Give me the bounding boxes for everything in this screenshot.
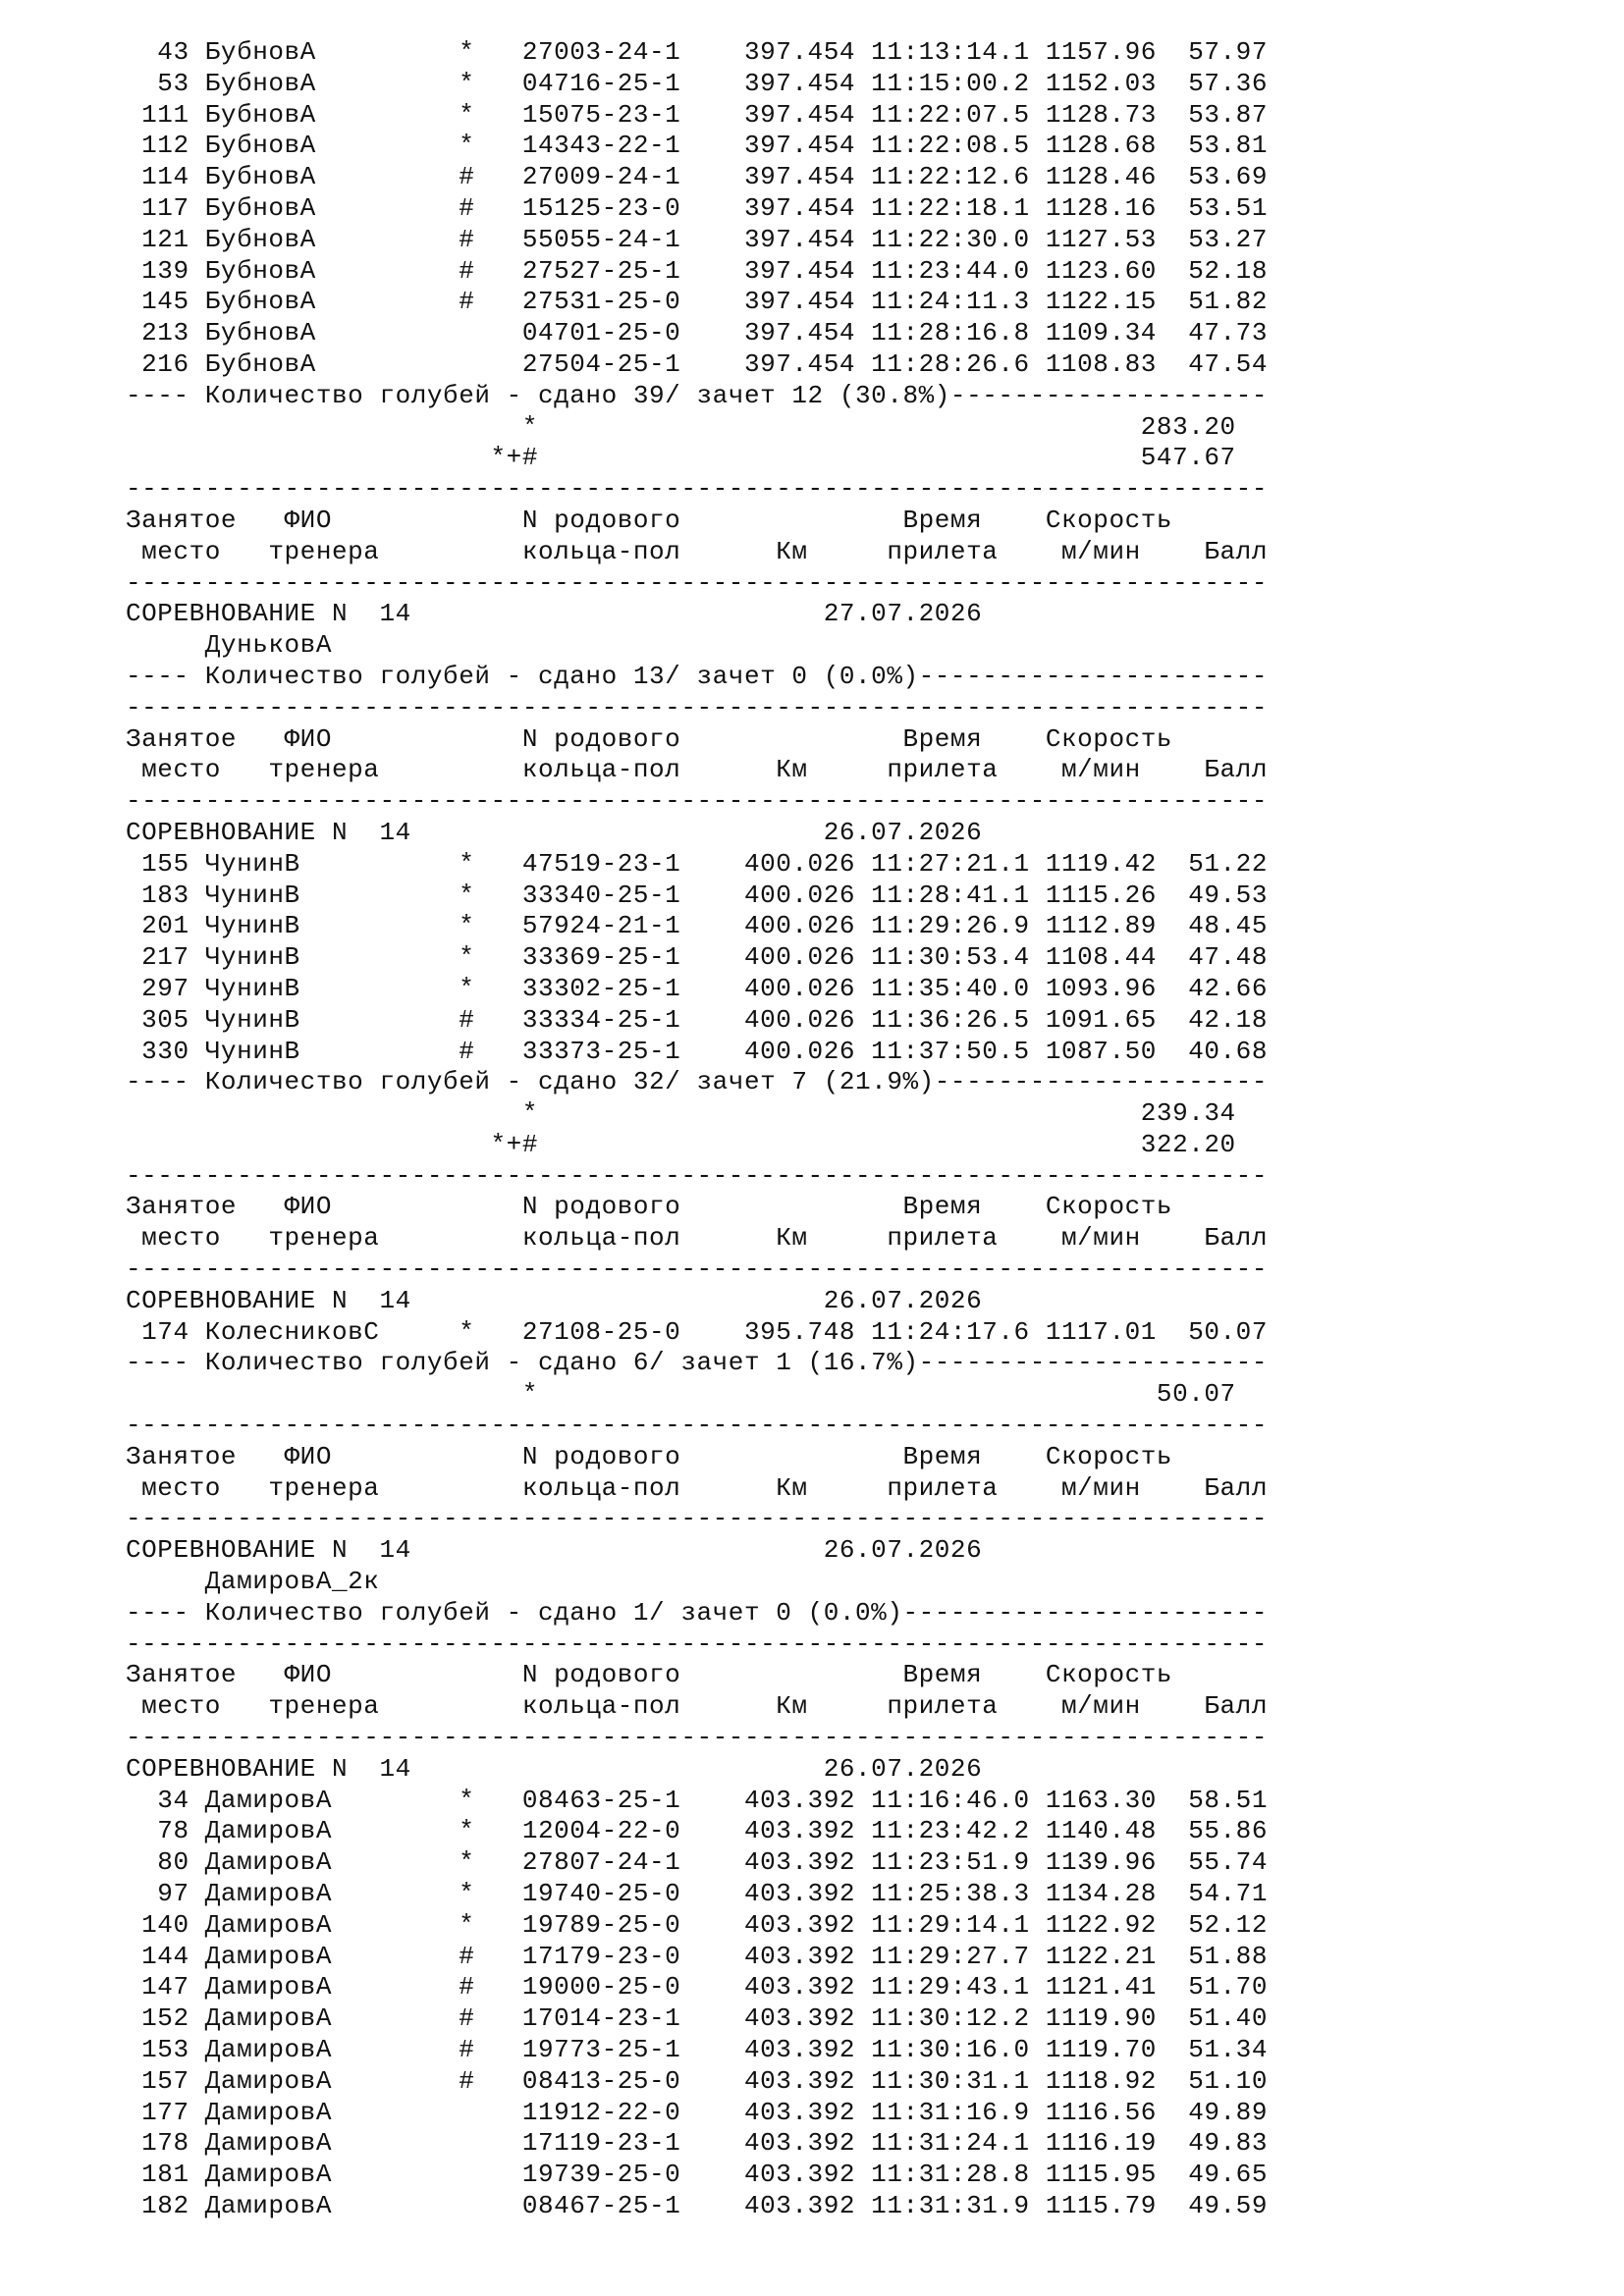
divider-line: ------------------------------------------------------------------------	[126, 1411, 1268, 1441]
result-row: 174 КолесниковС * 27108-25-0 395.748 11:24:17.6 1117.01 50.07	[126, 1316, 1268, 1347]
competition-header: СОРЕВНОВАНИЕ N 14 26.07.2026	[126, 1535, 983, 1566]
trainer-name: ДамировА_2к	[126, 1567, 380, 1597]
result-row: 112 БубновА * 14343-22-1 397.454 11:22:08.5 1128.68 53.81	[126, 131, 1268, 161]
column-header-row-1: Занятое ФИО N родового Время Скорость	[126, 1660, 1173, 1690]
competition-header: СОРЕВНОВАНИЕ N 14 27.07.2026	[126, 599, 983, 629]
competition-header: СОРЕВНОВАНИЕ N 14 26.07.2026	[126, 817, 983, 847]
result-row: 78 ДамировА * 12004-22-0 403.392 11:23:42.2 1140.48 55.86	[126, 1816, 1268, 1846]
result-row: 121 БубновА # 55055-24-1 397.454 11:22:30.0 1127.53 53.27	[126, 224, 1268, 254]
points-total: *+# 547.67	[126, 443, 1236, 473]
divider-line: ------------------------------------------------------------------------	[126, 1160, 1268, 1191]
divider-line: ------------------------------------------------------------------------	[126, 567, 1268, 598]
pigeon-count-summary: ---- Количество голубей - сдано 39/ зачет 12 (30.8%)--------------------	[126, 380, 1268, 410]
column-header-row-2: место тренера кольца-пол Км прилета м/мин Балл	[126, 1223, 1268, 1254]
column-header-row-2: место тренера кольца-пол Км прилета м/мин Балл	[126, 755, 1268, 785]
result-row: 80 ДамировА * 27807-24-1 403.392 11:23:51.9 1139.96 55.74	[126, 1847, 1268, 1878]
divider-line: ------------------------------------------------------------------------	[126, 786, 1268, 817]
points-total: * 50.07	[126, 1379, 1236, 1410]
result-row: 305 ЧунинВ # 33334-25-1 400.026 11:36:26.5 1091.65 42.18	[126, 1004, 1268, 1035]
result-row: 181 ДамировА 19739-25-0 403.392 11:31:28.8 1115.95 49.65	[126, 2160, 1268, 2190]
divider-line: ------------------------------------------------------------------------	[126, 474, 1268, 505]
competition-header: СОРЕВНОВАНИЕ N 14 26.07.2026	[126, 1753, 983, 1784]
pigeon-count-summary: ---- Количество голубей - сдано 6/ зачет 1 (16.7%)----------------------	[126, 1348, 1268, 1378]
result-row: 117 БубновА # 15125-23-0 397.454 11:22:18.1 1128.16 53.51	[126, 192, 1268, 223]
result-row: 145 БубновА # 27531-25-0 397.454 11:24:11.3 1122.15 51.82	[126, 287, 1268, 317]
divider-line: ------------------------------------------------------------------------	[126, 1504, 1268, 1534]
result-row: 114 БубновА # 27009-24-1 397.454 11:22:12.6 1128.46 53.69	[126, 162, 1268, 192]
result-row: 97 ДамировА * 19740-25-0 403.392 11:25:38.3 1134.28 54.71	[126, 1879, 1268, 1909]
divider-line: ------------------------------------------------------------------------	[126, 1629, 1268, 1659]
result-row: 201 ЧунинВ * 57924-21-1 400.026 11:29:26.9 1112.89 48.45	[126, 911, 1268, 941]
pigeon-count-summary: ---- Количество голубей - сдано 13/ зачет 0 (0.0%)----------------------	[126, 661, 1268, 691]
column-header-row-2: место тренера кольца-пол Км прилета м/мин Балл	[126, 1472, 1268, 1503]
result-row: 178 ДамировА 17119-23-1 403.392 11:31:24.1 1116.19 49.83	[126, 2128, 1268, 2159]
pigeon-count-summary: ---- Количество голубей - сдано 1/ зачет 0 (0.0%)-----------------------	[126, 1597, 1268, 1628]
result-row: 34 ДамировА * 08463-25-1 403.392 11:16:46.0 1163.30 58.51	[126, 1785, 1268, 1815]
result-row: 140 ДамировА * 19789-25-0 403.392 11:29:14.1 1122.92 52.12	[126, 1909, 1268, 1940]
column-header-row-1: Занятое ФИО N родового Время Скорость	[126, 1441, 1173, 1471]
result-row: 53 БубновА * 04716-25-1 397.454 11:15:00.2 1152.03 57.36	[126, 68, 1268, 98]
result-row: 157 ДамировА # 08413-25-0 403.392 11:30:31.1 1118.92 51.10	[126, 2065, 1268, 2096]
result-row: 155 ЧунинВ * 47519-23-1 400.026 11:27:21.1 1119.42 51.22	[126, 848, 1268, 879]
result-row: 43 БубновА * 27003-24-1 397.454 11:13:14.1 1157.96 57.97	[126, 37, 1268, 67]
divider-line: ------------------------------------------------------------------------	[126, 1255, 1268, 1285]
result-row: 217 ЧунинВ * 33369-25-1 400.026 11:30:53.4 1108.44 47.48	[126, 942, 1268, 973]
result-row: 213 БубновА 04701-25-0 397.454 11:28:16.8 1109.34 47.73	[126, 318, 1268, 348]
result-row: 144 ДамировА # 17179-23-0 403.392 11:29:27.7 1122.21 51.88	[126, 1941, 1268, 1971]
trainer-name: ДуньковА	[126, 630, 332, 661]
pigeon-count-summary: ---- Количество голубей - сдано 32/ зачет 7 (21.9%)---------------------	[126, 1067, 1268, 1097]
points-total: * 283.20	[126, 411, 1236, 442]
result-row: 183 ЧунинВ * 33340-25-1 400.026 11:28:41.1 1115.26 49.53	[126, 880, 1268, 910]
result-row: 153 ДамировА # 19773-25-1 403.392 11:30:16.0 1119.70 51.34	[126, 2035, 1268, 2064]
competition-header: СОРЕВНОВАНИЕ N 14 26.07.2026	[126, 1285, 983, 1315]
result-row: 216 БубновА 27504-25-1 397.454 11:28:26.6 1108.83 47.54	[126, 348, 1268, 379]
column-header-row-1: Занятое ФИО N родового Время Скорость	[126, 1192, 1173, 1222]
column-header-row-2: место тренера кольца-пол Км прилета м/мин Балл	[126, 1691, 1268, 1722]
result-row: 330 ЧунинВ # 33373-25-1 400.026 11:37:50.5 1087.50 40.68	[126, 1036, 1268, 1066]
points-total: *+# 322.20	[126, 1129, 1236, 1159]
result-row: 147 ДамировА # 19000-25-0 403.392 11:29:43.1 1121.41 51.70	[126, 1972, 1268, 2002]
divider-line: ------------------------------------------------------------------------	[126, 1723, 1268, 1753]
results-report	[126, 37, 1268, 2222]
result-row: 139 БубновА # 27527-25-1 397.454 11:23:44.0 1123.60 52.18	[126, 255, 1268, 286]
result-row: 111 БубновА * 15075-23-1 397.454 11:22:07.5 1128.73 53.87	[126, 99, 1268, 130]
result-row: 182 ДамировА 08467-25-1 403.392 11:31:31.9 1115.79 49.59	[126, 2190, 1268, 2220]
result-row: 152 ДамировА # 17014-23-1 403.392 11:30:12.2 1119.90 51.40	[126, 2003, 1268, 2034]
column-header-row-1: Занятое ФИО N родового Время Скорость	[126, 505, 1173, 535]
result-row: 297 ЧунинВ * 33302-25-1 400.026 11:35:40.0 1093.96 42.66	[126, 973, 1268, 1003]
column-header-row-2: место тренера кольца-пол Км прилета м/мин Балл	[126, 536, 1268, 566]
column-header-row-1: Занятое ФИО N родового Время Скорость	[126, 723, 1173, 754]
points-total: * 239.34	[126, 1098, 1236, 1129]
result-row: 177 ДамировА 11912-22-0 403.392 11:31:16.9 1116.56 49.89	[126, 2097, 1268, 2127]
divider-line: ------------------------------------------------------------------------	[126, 692, 1268, 722]
